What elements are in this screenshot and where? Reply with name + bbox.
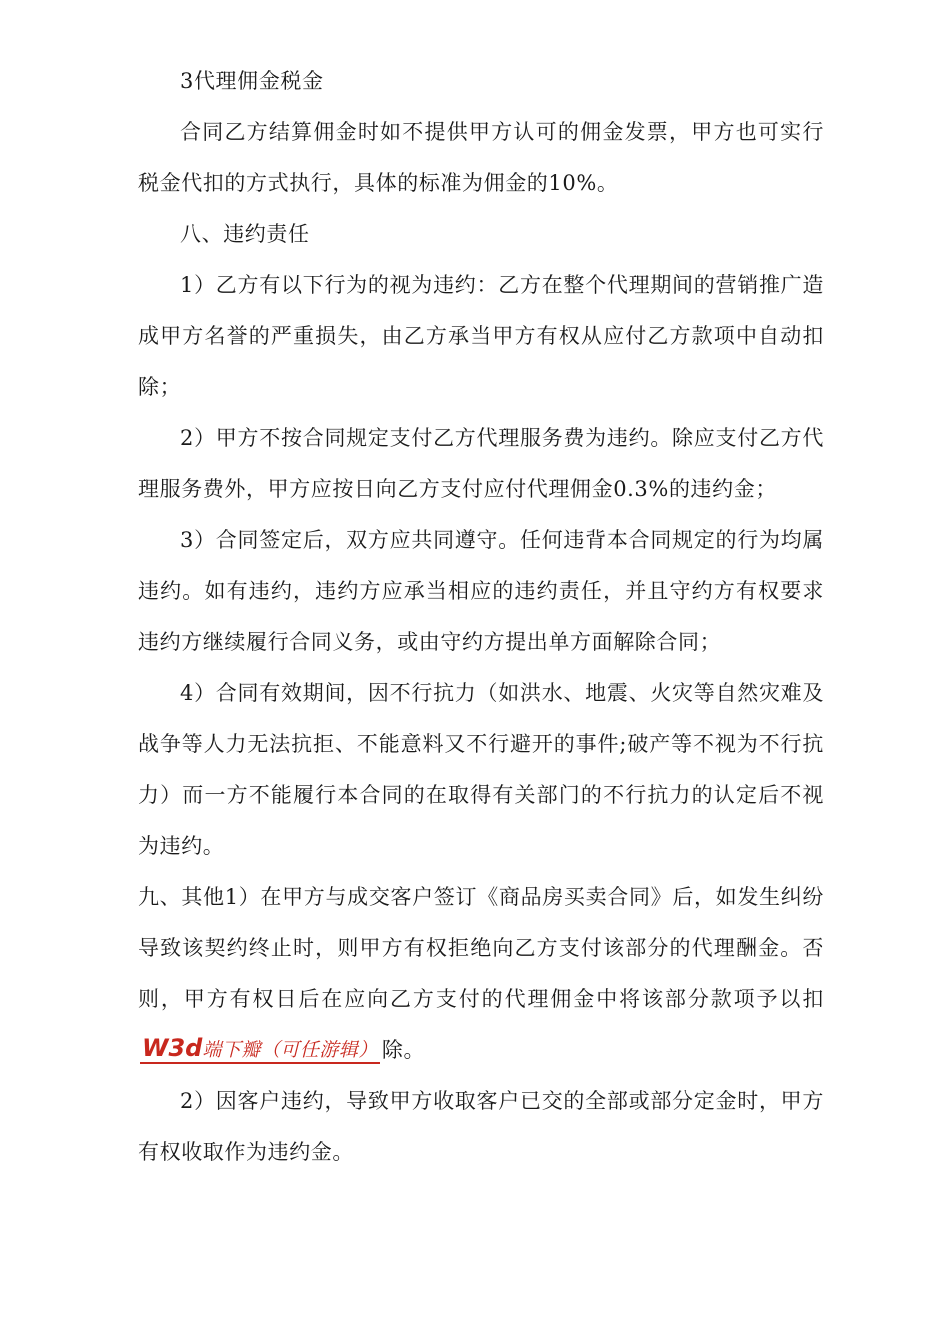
breach-clause-2: 2）甲方不按合同规定支付乙方代理服务费为违约。除应支付乙方代理服务费外，甲方应按日向乙方支付应付代理佣金0.3%的违约金；	[138, 426, 824, 501]
document-body	[138, 56, 824, 1178]
breach-liability-heading: 八、违约责任	[180, 222, 310, 246]
watermark-logo: W3d	[142, 1034, 203, 1062]
other-clause-1-text: 九、其他1）在甲方与成交客户签订《商品房买卖合同》后，如发生纠纷导致该契约终止时，则甲方有权拒绝向乙方支付该部分的代理酬金。否则，甲方有权日后在应向乙方支付的代理佣金中将该部分款项予以扣	[138, 885, 824, 1011]
commission-tax-paragraph: 合同乙方结算佣金时如不提供甲方认可的佣金发票，甲方也可实行税金代扣的方式执行，具体的标准为佣金的10%。	[138, 120, 824, 195]
breach-clause-1: 1）乙方有以下行为的视为违约：乙方在整个代理期间的营销推广造成甲方名誉的严重损失，由乙方承当甲方有权从应付乙方款项中自动扣除；	[138, 273, 824, 399]
commission-tax-heading: 3代理佣金税金	[180, 69, 324, 93]
breach-clause-3: 3）合同签定后，双方应共同遵守。任何违背本合同规定的行为均属违约。如有违约，违约方应承当相应的违约责任，并且守约方有权要求违约方继续履行合同义务，或由守约方提出单方面解除合同；	[138, 528, 824, 654]
watermark-stamp	[140, 1036, 380, 1064]
other-clause-1-ending: 除。	[381, 1038, 426, 1062]
watermark-text: 端下瓣（可任游辑）	[202, 1039, 378, 1061]
other-clause-1	[138, 872, 824, 1076]
other-clause-2: 2）因客户违约，导致甲方收取客户已交的全部或部分定金时，甲方有权收取作为违约金。	[138, 1089, 824, 1164]
breach-clause-4: 4）合同有效期间，因不行抗力（如洪水、地震、火灾等自然灾难及战争等人力无法抗拒、不能意料又不行避开的事件;破产等不视为不行抗力）而一方不能履行本合同的在取得有关部门的不行抗力的认定后不视为违约。	[138, 681, 824, 858]
